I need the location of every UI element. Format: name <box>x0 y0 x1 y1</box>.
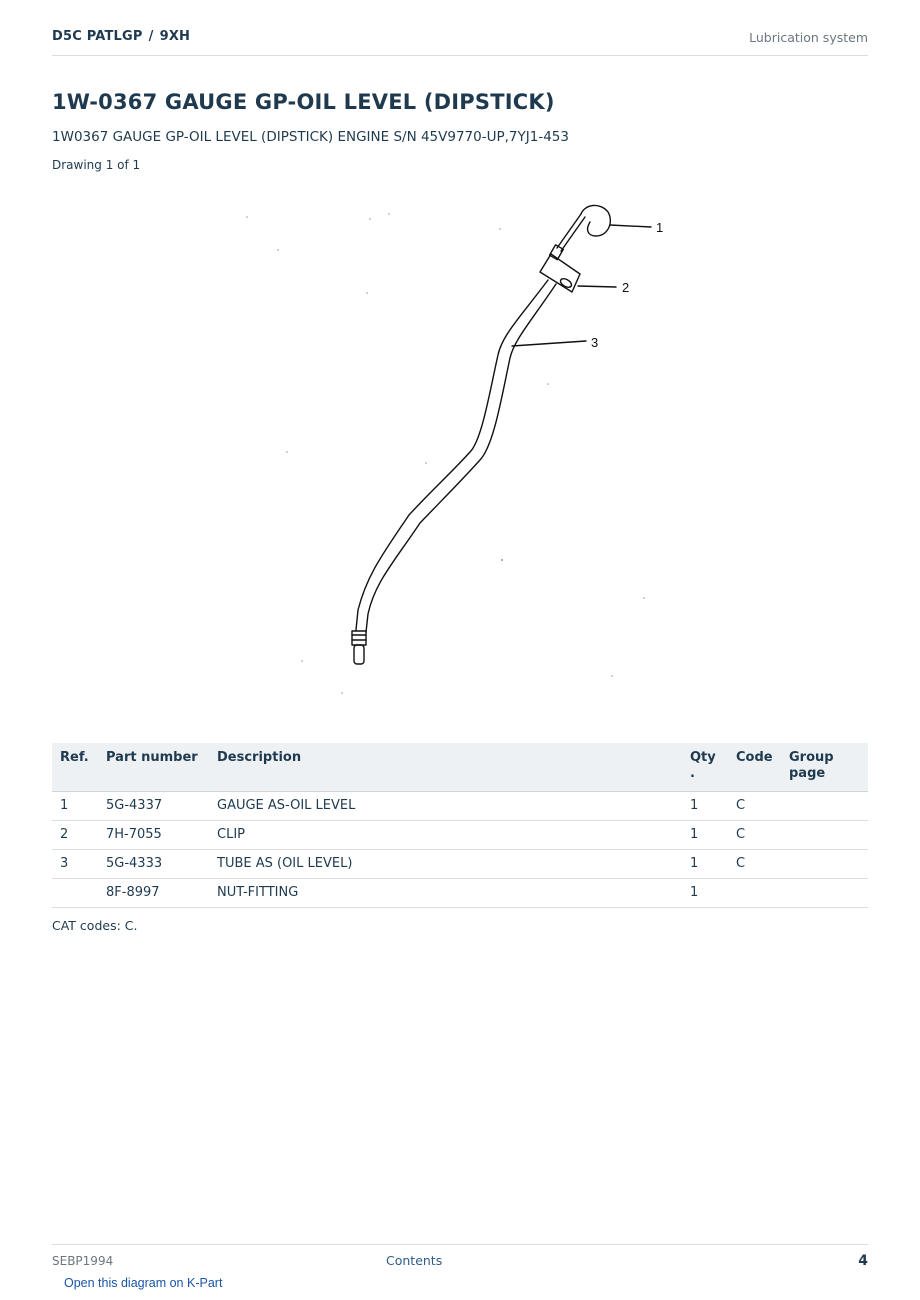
scan-speck <box>499 228 501 230</box>
page-subtitle: 1W0367 GAUGE GP-OIL LEVEL (DIPSTICK) ENGINE S/N 45V9770-UP,7YJ1-453 <box>52 129 569 145</box>
cell-qty: 1 <box>682 850 728 879</box>
cell-group-page <box>781 850 868 879</box>
leader-line-2 <box>578 286 616 287</box>
cell-qty: 1 <box>682 879 728 908</box>
clip-bracket <box>540 254 580 292</box>
qty-header-line2: . <box>690 766 695 781</box>
scan-speck <box>501 559 503 561</box>
table-header-row <box>52 743 868 792</box>
callout-1: 1 <box>656 220 664 235</box>
bottom-tip <box>354 645 364 664</box>
scan-speck <box>425 462 427 464</box>
drawing-count: Drawing 1 of 1 <box>52 158 141 172</box>
gauge-rod-right <box>561 217 585 251</box>
cell-code: C <box>728 792 781 821</box>
table-row <box>52 879 868 908</box>
scan-speck <box>611 675 613 677</box>
model-name: D5C PATLGP <box>52 29 143 44</box>
col-header-qty <box>682 743 728 792</box>
leader-line-3 <box>512 341 586 346</box>
gauge-rod-left <box>557 214 581 248</box>
cell-qty: 1 <box>682 821 728 850</box>
cell-part-number: 5G-4333 <box>98 850 209 879</box>
scan-speck <box>366 292 368 294</box>
cell-part-number: 8F-8997 <box>98 879 209 908</box>
table-row <box>52 792 868 821</box>
cat-codes-note: CAT codes: C. <box>52 918 138 933</box>
qty-header-line1: Qty <box>690 750 716 765</box>
breadcrumb-separator: / <box>148 29 154 44</box>
group-header-line1: Group <box>789 750 834 765</box>
page-footer <box>52 1244 868 1274</box>
cell-part-number: 7H-7055 <box>98 821 209 850</box>
cell-group-page <box>781 821 868 850</box>
cell-ref <box>52 879 98 908</box>
page-number: 4 <box>858 1253 868 1269</box>
contents-link[interactable]: Contents <box>386 1253 443 1268</box>
col-header-ref: Ref. <box>52 743 98 792</box>
cell-description: GAUGE AS-OIL LEVEL <box>209 792 682 821</box>
cell-part-number: 5G-4337 <box>98 792 209 821</box>
scan-speck <box>301 660 303 662</box>
col-header-code: Code <box>728 743 781 792</box>
col-header-part-number: Part number <box>98 743 209 792</box>
group-header-line2: page <box>789 766 826 781</box>
bottom-fitting <box>352 631 366 645</box>
serial-prefix: 9XH <box>159 29 191 44</box>
scan-speck <box>286 451 288 453</box>
cell-ref: 1 <box>52 792 98 821</box>
tube-wall-left <box>356 280 548 630</box>
cell-group-page <box>781 879 868 908</box>
tube-wall-right <box>366 284 556 632</box>
table-row <box>52 821 868 850</box>
cell-ref: 2 <box>52 821 98 850</box>
scan-speck <box>369 218 371 220</box>
clip-hole <box>559 277 573 289</box>
ring-handle <box>581 205 610 236</box>
cell-description: NUT-FITTING <box>209 879 682 908</box>
page-header <box>52 28 868 56</box>
col-header-description: Description <box>209 743 682 792</box>
col-header-group-page <box>781 743 868 792</box>
callout-2: 2 <box>622 280 630 295</box>
cell-description: TUBE AS (OIL LEVEL) <box>209 850 682 879</box>
callout-3: 3 <box>591 335 599 350</box>
scan-speck <box>246 216 248 218</box>
page-title: 1W-0367 GAUGE GP-OIL LEVEL (DIPSTICK) <box>52 90 555 114</box>
cell-code: C <box>728 850 781 879</box>
parts-diagram <box>52 190 868 710</box>
scan-speck <box>277 249 279 251</box>
cell-code <box>728 879 781 908</box>
scan-speck <box>547 383 549 385</box>
cell-group-page <box>781 792 868 821</box>
model-breadcrumb <box>52 29 190 44</box>
scan-speck <box>643 597 645 599</box>
section-name: Lubrication system <box>749 30 868 45</box>
open-diagram-link[interactable]: Open this diagram on K-Part <box>64 1276 223 1290</box>
scan-speck <box>341 692 343 694</box>
table-row <box>52 850 868 879</box>
cell-ref: 3 <box>52 850 98 879</box>
leader-line-1 <box>610 225 651 227</box>
cell-code: C <box>728 821 781 850</box>
cell-qty: 1 <box>682 792 728 821</box>
cell-description: CLIP <box>209 821 682 850</box>
dipstick-drawing <box>52 190 868 710</box>
document-number: SEBP1994 <box>52 1254 114 1268</box>
parts-table <box>52 743 868 908</box>
scan-speck <box>388 213 390 215</box>
